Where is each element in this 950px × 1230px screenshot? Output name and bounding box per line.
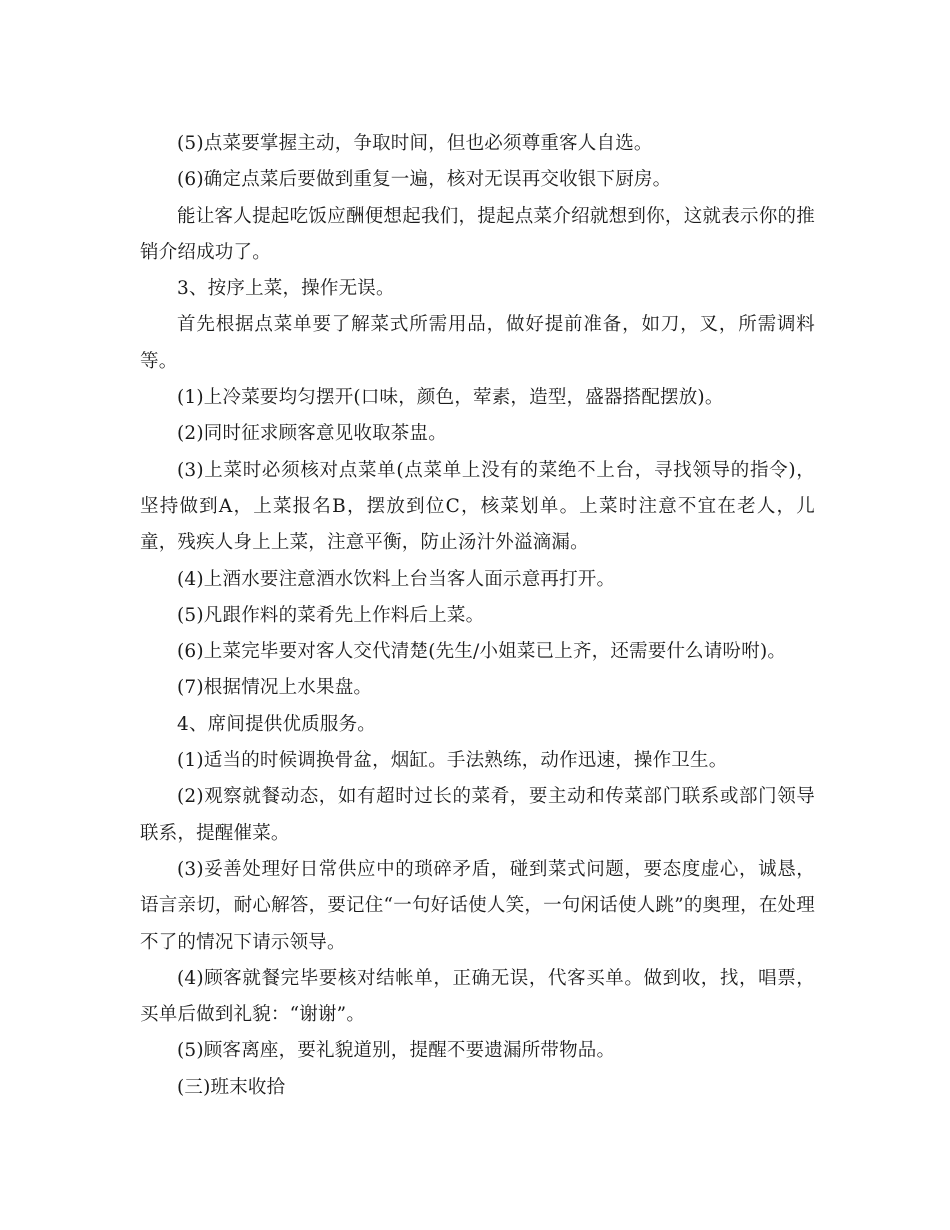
section-heading-end-of-shift: (三)班末收拾 bbox=[177, 1076, 286, 1098]
paragraph-serve-check-order: (3)上菜时必须核对点菜单(点菜单上没有的菜绝不上台，寻找领导的指令)，坚持做到A，上菜报名B，摆放到位C，核菜划单。上菜时注意不宜在老人，儿童，残疾人身上上菜，注意平衡，防止汤汁外溢滴漏。 bbox=[140, 459, 815, 554]
paragraph-service-checkout: (4)顾客就餐完毕要核对结帐单，正确无误，代客买单。做到收，找，唱票，买单后做到礼貌：“谢谢”。 bbox=[140, 967, 815, 1026]
paragraph-serve-complete: (6)上菜完毕要对客人交代清楚(先生/小姐菜已上齐，还需要什么请吩咐)。 bbox=[177, 641, 787, 663]
paragraph-serve-fruit: (7)根据情况上水果盘。 bbox=[177, 677, 373, 699]
paragraph-ordering-success: 能让客人提起吃饭应酬便想起我们，提起点菜介绍就想到你，这就表示你的推销介绍成功了。 bbox=[140, 205, 815, 263]
section-heading-serve-in-order: 3、按序上菜，操作无误。 bbox=[177, 278, 395, 300]
section-heading-quality-service: 4、席间提供优质服务。 bbox=[177, 713, 376, 735]
paragraph-service-farewell: (5)顾客离座，要礼貌道别，提醒不要遗漏所带物品。 bbox=[177, 1040, 616, 1062]
paragraph-serve-condiments: (5)凡跟作料的菜肴先上作料后上菜。 bbox=[177, 604, 485, 626]
document-body bbox=[140, 126, 815, 1106]
paragraph-service-observe: (2)观察就餐动态，如有超时过长的菜肴，要主动和传菜部门联系或部门领导联系，提醒催菜。 bbox=[140, 786, 815, 844]
paragraph-serve-prepare: 首先根据点菜单要了解菜式所需用品，做好提前准备，如刀，叉，所需调料等。 bbox=[140, 314, 815, 372]
paragraph-ordering-initiative: (5)点菜要掌握主动，争取时间，但也必须尊重客人自选。 bbox=[177, 133, 653, 154]
paragraph-serve-feedback: (2)同时征求顾客意见收取茶盅。 bbox=[177, 423, 447, 445]
paragraph-service-change-plates: (1)适当的时候调换骨盆，烟缸。手法熟练，动作迅速，操作卫生。 bbox=[177, 750, 728, 772]
paragraph-serve-cold-dishes: (1)上冷菜要均匀摆开(口味，颜色，荤素，造型，盛器搭配摆放)。 bbox=[177, 387, 724, 409]
paragraph-serve-drinks: (4)上酒水要注意酒水饮料上台当客人面示意再打开。 bbox=[177, 568, 616, 590]
paragraph-ordering-confirm: (6)确定点菜后要做到重复一遍，核对无误再交收银下厨房。 bbox=[177, 169, 672, 191]
paragraph-service-handle-issues: (3)妥善处理好日常供应中的琐碎矛盾，碰到菜式问题，要态度虚心，诚恳，语言亲切，耐心解答，要记住“一句好话使人笑，一句闲话使人跳”的奥理，在处理不了的情况下请示领导。 bbox=[140, 858, 815, 953]
